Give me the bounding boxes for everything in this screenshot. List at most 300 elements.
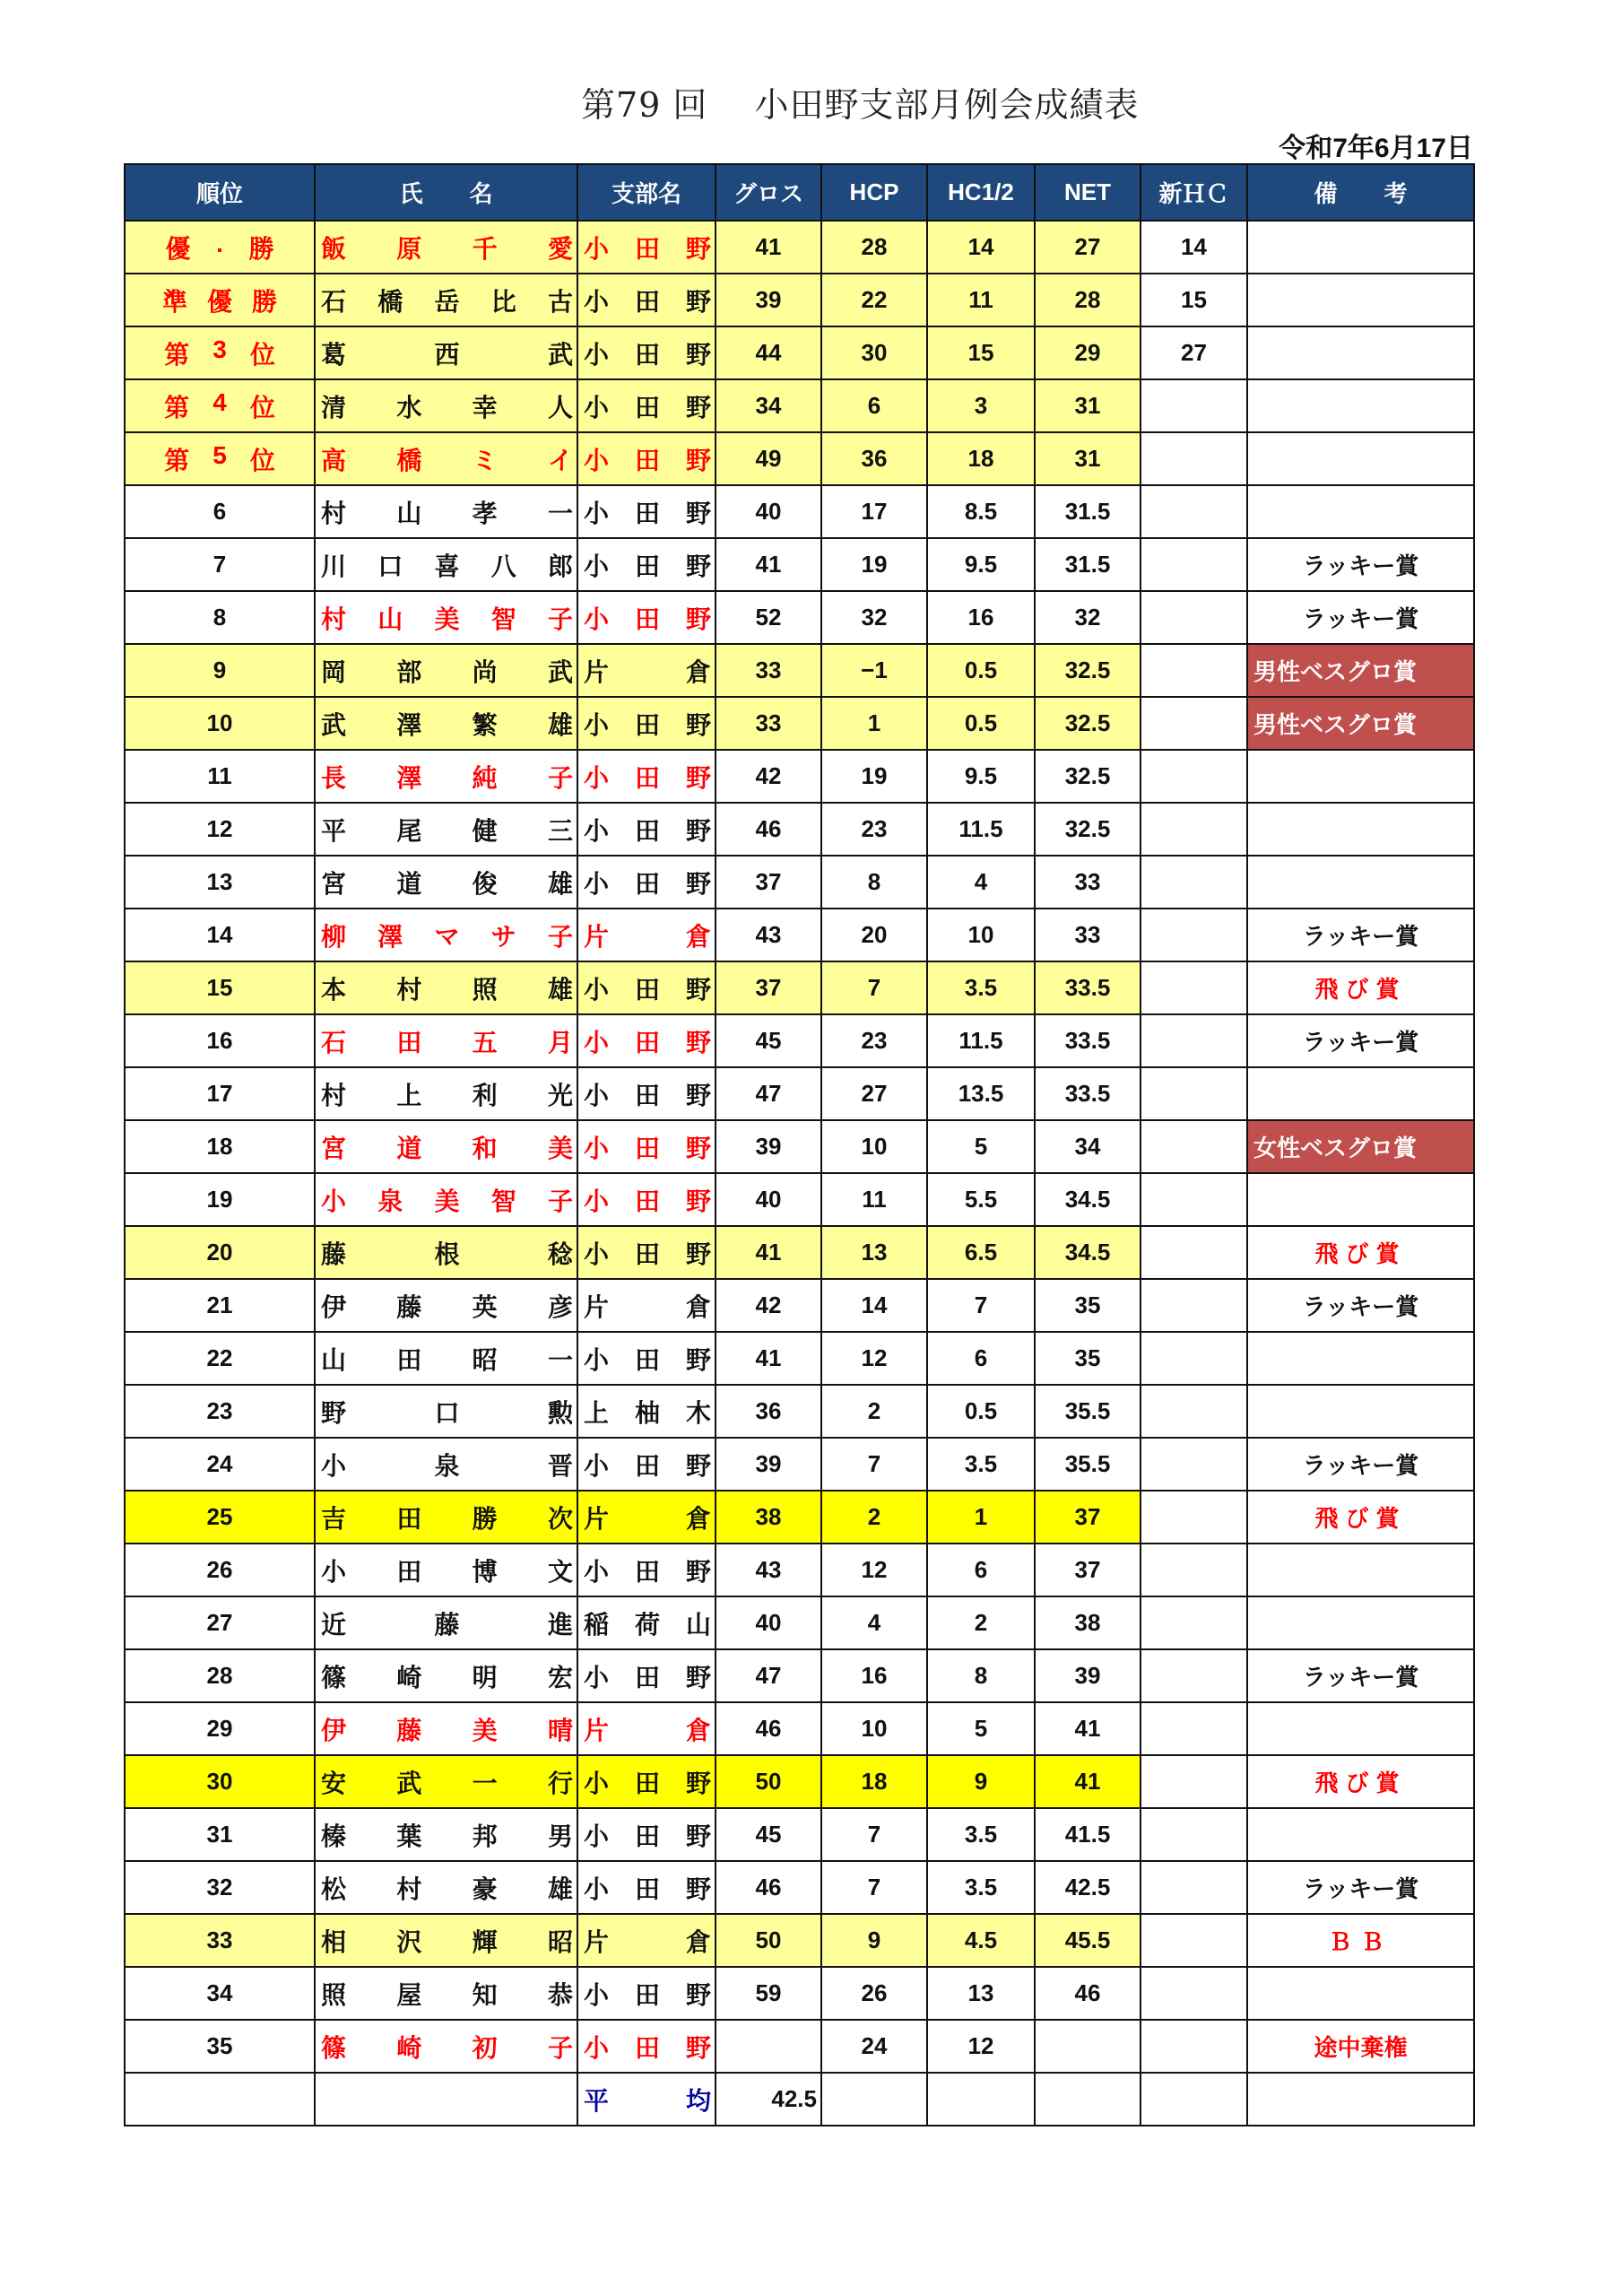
char: 倉 <box>685 1716 711 1744</box>
player-name <box>315 1808 577 1861</box>
new-handicap <box>1141 1755 1247 1808</box>
player-name <box>315 1596 577 1649</box>
spread-text <box>316 706 577 742</box>
remarks <box>1247 1702 1474 1755</box>
table-row <box>125 326 1474 379</box>
net-score: 34.5 <box>1035 1226 1141 1279</box>
spread-text <box>316 1500 577 1535</box>
char: 美 <box>547 1134 573 1162</box>
half-handicap: 9 <box>927 1755 1035 1808</box>
char: 松 <box>321 1874 347 1903</box>
remarks <box>1247 221 1474 274</box>
spread-text <box>316 494 577 530</box>
branch-name <box>577 1491 716 1544</box>
branch-name <box>577 1438 716 1491</box>
new-handicap: 14 <box>1141 221 1247 274</box>
char: 準 <box>161 287 187 316</box>
player-name <box>315 1173 577 1226</box>
new-handicap <box>1141 1279 1247 1332</box>
char: 清 <box>321 393 347 422</box>
half-handicap: 9.5 <box>927 750 1035 803</box>
rank-cell: 10 <box>125 697 315 750</box>
remarks <box>1247 432 1474 485</box>
char: 野 <box>685 1874 711 1903</box>
half-handicap: 8.5 <box>927 485 1035 538</box>
char: 小 <box>584 1769 610 1797</box>
handicap: −1 <box>821 644 927 697</box>
char: 野 <box>685 287 711 316</box>
half-handicap: 12 <box>927 2020 1035 2073</box>
char: 片 <box>584 922 610 951</box>
char: 野 <box>685 869 711 898</box>
net-score: 32.5 <box>1035 697 1141 750</box>
rank-cell: 16 <box>125 1014 315 1067</box>
table-row <box>125 1173 1474 1226</box>
net-score: 35 <box>1035 1332 1141 1385</box>
char: 田 <box>634 1557 660 1586</box>
spread-text <box>578 1182 715 1218</box>
char: 小 <box>584 1663 610 1692</box>
branch-name <box>577 1755 716 1808</box>
spread-text <box>578 653 715 689</box>
char: 田 <box>634 552 660 580</box>
handicap: 17 <box>821 485 927 538</box>
player-name <box>315 1279 577 1332</box>
char: 山 <box>321 1345 347 1374</box>
handicap: 13 <box>821 1226 927 1279</box>
handicap: 16 <box>821 1649 927 1702</box>
net-score: 33.5 <box>1035 961 1141 1014</box>
branch-name <box>577 909 716 961</box>
char: 野 <box>685 710 711 739</box>
empty-cell <box>821 2073 927 2126</box>
char: 愛 <box>547 234 573 263</box>
char: 吉 <box>321 1504 347 1533</box>
char: 小 <box>584 1081 610 1109</box>
gross-score: 42 <box>716 750 821 803</box>
char: 豪 <box>472 1874 498 1903</box>
rank-cell: 34 <box>125 1967 315 2020</box>
char: 古 <box>547 287 573 316</box>
spread-text <box>578 1076 715 1112</box>
char: 恭 <box>547 1980 573 2009</box>
char: 泉 <box>434 1451 460 1480</box>
half-handicap: 5.5 <box>927 1173 1035 1226</box>
spread-text <box>578 970 715 1006</box>
char: 橋 <box>396 446 422 474</box>
gross-score: 45 <box>716 1808 821 1861</box>
half-handicap: 9.5 <box>927 538 1035 591</box>
gross-score: 41 <box>716 221 821 274</box>
gross-score: 34 <box>716 379 821 432</box>
half-handicap: 16 <box>927 591 1035 644</box>
spread-text <box>578 759 715 795</box>
spread-text <box>578 600 715 636</box>
char: 野 <box>685 446 711 474</box>
char: . <box>216 229 223 257</box>
net-score: 31 <box>1035 379 1141 432</box>
gross-score: 59 <box>716 1967 821 2020</box>
header-gross: グロス <box>716 164 821 221</box>
branch-name <box>577 274 716 326</box>
new-handicap <box>1141 1173 1247 1226</box>
char: 利 <box>472 1081 498 1109</box>
char: 第 <box>164 446 190 474</box>
char: 本 <box>321 975 347 1004</box>
handicap: 23 <box>821 803 927 856</box>
char: 田 <box>634 1028 660 1057</box>
gross-score: 47 <box>716 1067 821 1120</box>
table-row <box>125 1014 1474 1067</box>
char: 伊 <box>321 1292 347 1321</box>
header-hcp: HCP <box>821 164 927 221</box>
remarks <box>1247 274 1474 326</box>
handicap: 7 <box>821 1808 927 1861</box>
spread-text <box>578 494 715 530</box>
char: 野 <box>685 1239 711 1268</box>
rank-cell: 22 <box>125 1332 315 1385</box>
char: 野 <box>685 1187 711 1215</box>
handicap: 7 <box>821 1861 927 1914</box>
char: 山 <box>377 604 403 633</box>
rank-cell: 21 <box>125 1279 315 1332</box>
char: 行 <box>547 1769 573 1797</box>
rank-cell <box>125 432 315 485</box>
spread-text <box>578 230 715 265</box>
rank-text <box>126 388 314 424</box>
rank-cell: 35 <box>125 2020 315 2073</box>
char: 野 <box>685 1451 711 1480</box>
table-row <box>125 1755 1474 1808</box>
half-handicap: 3.5 <box>927 961 1035 1014</box>
char: 5 <box>213 440 227 469</box>
char: 田 <box>634 1663 660 1692</box>
char: 野 <box>685 1663 711 1692</box>
net-score: 31 <box>1035 432 1141 485</box>
char: 山 <box>685 1610 711 1639</box>
new-handicap <box>1141 1067 1247 1120</box>
char: 照 <box>321 1980 347 2009</box>
spread-text <box>316 1129 577 1165</box>
half-handicap: 11.5 <box>927 803 1035 856</box>
char: 野 <box>685 2033 711 2062</box>
handicap: 12 <box>821 1544 927 1596</box>
char: ミ <box>472 446 498 474</box>
spread-text <box>578 812 715 848</box>
half-handicap: 1 <box>927 1491 1035 1544</box>
half-handicap: 4.5 <box>927 1914 1035 1967</box>
half-handicap: 2 <box>927 1596 1035 1649</box>
remarks: 飛び賞 <box>1247 961 1474 1014</box>
net-score: 38 <box>1035 1596 1141 1649</box>
char: 篠 <box>321 2033 347 2062</box>
char: 柳 <box>321 922 347 951</box>
char: 野 <box>685 234 711 263</box>
net-score: 29 <box>1035 326 1141 379</box>
spread-text <box>578 1235 715 1271</box>
net-score: 32.5 <box>1035 644 1141 697</box>
handicap: 20 <box>821 909 927 961</box>
char: 宏 <box>547 1663 573 1692</box>
char: 子 <box>547 922 573 951</box>
char: 小 <box>584 499 610 527</box>
char: 藤 <box>434 1610 460 1639</box>
half-handicap: 11.5 <box>927 1014 1035 1067</box>
table-row <box>125 803 1474 856</box>
spread-text <box>316 759 577 795</box>
char: 喜 <box>434 552 460 580</box>
new-handicap: 15 <box>1141 274 1247 326</box>
char: 長 <box>321 763 347 792</box>
half-handicap: 5 <box>927 1120 1035 1173</box>
rank-cell: 19 <box>125 1173 315 1226</box>
char: 邦 <box>472 1822 498 1850</box>
branch-name <box>577 1861 716 1914</box>
branch-name <box>577 1967 716 2020</box>
rank-cell <box>125 274 315 326</box>
handicap: 32 <box>821 591 927 644</box>
spread-text <box>578 1764 715 1800</box>
char: 野 <box>685 1028 711 1057</box>
table-row <box>125 1120 1474 1173</box>
new-handicap <box>1141 1808 1247 1861</box>
branch-name <box>577 1226 716 1279</box>
new-handicap <box>1141 1385 1247 1438</box>
spread-text <box>316 1711 577 1747</box>
char: 木 <box>685 1398 711 1427</box>
average-row <box>125 2073 1474 2126</box>
average-label <box>577 2073 716 2126</box>
half-handicap: 3 <box>927 379 1035 432</box>
branch-name <box>577 538 716 591</box>
char: 和 <box>472 1134 498 1162</box>
spread-text <box>316 1605 577 1641</box>
char: 上 <box>396 1081 422 1109</box>
handicap: 22 <box>821 274 927 326</box>
char: 村 <box>321 499 347 527</box>
gross-score: 52 <box>716 591 821 644</box>
char: 幸 <box>472 393 498 422</box>
char: 田 <box>634 1345 660 1374</box>
gross-score: 42 <box>716 1279 821 1332</box>
handicap: 36 <box>821 432 927 485</box>
net-score: 37 <box>1035 1544 1141 1596</box>
empty-cell <box>125 2073 315 2126</box>
half-handicap: 4 <box>927 856 1035 909</box>
char: 昭 <box>472 1345 498 1374</box>
char: 田 <box>634 1451 660 1480</box>
remarks <box>1247 1173 1474 1226</box>
remarks: ラッキー賞 <box>1247 591 1474 644</box>
spread-text <box>316 812 577 848</box>
char: 根 <box>434 1239 460 1268</box>
char: 口 <box>377 552 403 580</box>
char: 小 <box>584 975 610 1004</box>
empty-cell <box>1247 2073 1474 2126</box>
rank-cell: 7 <box>125 538 315 591</box>
player-name <box>315 326 577 379</box>
char: 子 <box>547 604 573 633</box>
char: 村 <box>396 1874 422 1903</box>
handicap: 19 <box>821 538 927 591</box>
new-handicap <box>1141 538 1247 591</box>
char: 雄 <box>547 710 573 739</box>
remarks: 飛び賞 <box>1247 1226 1474 1279</box>
new-handicap: 27 <box>1141 326 1247 379</box>
rank-cell: 29 <box>125 1702 315 1755</box>
char: 道 <box>396 869 422 898</box>
char: 片 <box>584 1716 610 1744</box>
new-handicap <box>1141 1491 1247 1544</box>
player-name <box>315 485 577 538</box>
half-handicap: 3.5 <box>927 1438 1035 1491</box>
spread-text <box>578 865 715 900</box>
char: 均 <box>685 2086 711 2115</box>
remarks: ラッキー賞 <box>1247 1649 1474 1702</box>
remarks <box>1247 1332 1474 1385</box>
char: 一 <box>547 1345 573 1374</box>
char: 宮 <box>321 1134 347 1162</box>
spread-text <box>316 1658 577 1694</box>
gross-score: 43 <box>716 1544 821 1596</box>
char: 彦 <box>547 1292 573 1321</box>
char: 位 <box>249 340 275 369</box>
char: 倉 <box>685 1927 711 1956</box>
char: 千 <box>472 234 498 263</box>
gross-score: 46 <box>716 1861 821 1914</box>
char: 子 <box>547 2033 573 2062</box>
rank-cell: 30 <box>125 1755 315 1808</box>
branch-name <box>577 1596 716 1649</box>
char: 田 <box>634 710 660 739</box>
char: 岡 <box>321 657 347 686</box>
half-handicap: 18 <box>927 432 1035 485</box>
branch-name <box>577 1544 716 1596</box>
spread-text <box>578 1817 715 1853</box>
char: 尚 <box>472 657 498 686</box>
char: 野 <box>685 393 711 422</box>
char: 郎 <box>547 552 573 580</box>
empty-cell <box>1141 2073 1247 2126</box>
half-handicap: 14 <box>927 221 1035 274</box>
half-handicap: 0.5 <box>927 697 1035 750</box>
spread-text <box>316 1341 577 1377</box>
half-handicap: 13 <box>927 1967 1035 2020</box>
char: 勝 <box>251 287 277 316</box>
spread-text <box>578 1447 715 1483</box>
net-score: 41 <box>1035 1755 1141 1808</box>
spread-text <box>316 1076 577 1112</box>
spread-text <box>578 1976 715 2012</box>
branch-name <box>577 856 716 909</box>
remarks <box>1247 856 1474 909</box>
char: 澤 <box>396 763 422 792</box>
char: 子 <box>547 763 573 792</box>
table-row <box>125 591 1474 644</box>
char: 平 <box>321 816 347 845</box>
half-handicap: 8 <box>927 1649 1035 1702</box>
spread-text <box>578 441 715 477</box>
player-name <box>315 1755 577 1808</box>
player-name <box>315 856 577 909</box>
spread-text <box>578 706 715 742</box>
spread-text <box>316 918 577 953</box>
spread-text <box>316 2029 577 2065</box>
char: 田 <box>634 869 660 898</box>
char: 武 <box>547 340 573 369</box>
char: 野 <box>685 604 711 633</box>
net-score: 33.5 <box>1035 1014 1141 1067</box>
char: 美 <box>434 604 460 633</box>
net-score: 45.5 <box>1035 1914 1141 1967</box>
player-name <box>315 274 577 326</box>
remarks: 男性ベスグロ賞 <box>1247 697 1474 750</box>
new-handicap <box>1141 1914 1247 1967</box>
char: 小 <box>584 1557 610 1586</box>
gross-score: 36 <box>716 1385 821 1438</box>
rank-cell: 9 <box>125 644 315 697</box>
char: 小 <box>321 1451 347 1480</box>
gross-score: 41 <box>716 1332 821 1385</box>
char: 智 <box>490 604 516 633</box>
char: 男 <box>547 1822 573 1850</box>
char: 田 <box>634 2033 660 2062</box>
remarks <box>1247 1596 1474 1649</box>
new-handicap <box>1141 1332 1247 1385</box>
char: 荷 <box>634 1610 660 1639</box>
table-row <box>125 538 1474 591</box>
rank-cell: 14 <box>125 909 315 961</box>
new-handicap <box>1141 1438 1247 1491</box>
spread-text <box>578 335 715 371</box>
half-handicap: 7 <box>927 1279 1035 1332</box>
header-name: 氏 名 <box>315 164 577 221</box>
handicap: 10 <box>821 1702 927 1755</box>
char: 倉 <box>685 657 711 686</box>
spread-text <box>316 865 577 900</box>
spread-text <box>316 1182 577 1218</box>
char: 小 <box>584 816 610 845</box>
spread-text <box>316 441 577 477</box>
char: 優 <box>165 234 191 263</box>
branch-name <box>577 1279 716 1332</box>
char: 野 <box>685 552 711 580</box>
net-score <box>1035 2020 1141 2073</box>
player-name <box>315 1491 577 1544</box>
char: サ <box>490 922 516 951</box>
results-body <box>125 221 1474 2126</box>
gross-score: 40 <box>716 1596 821 1649</box>
char: 田 <box>396 1504 422 1533</box>
char: 進 <box>547 1610 573 1639</box>
handicap: 2 <box>821 1385 927 1438</box>
char: 近 <box>321 1610 347 1639</box>
header-rank: 順位 <box>125 164 315 221</box>
char: 繁 <box>472 710 498 739</box>
net-score: 41 <box>1035 1702 1141 1755</box>
page-title: 第79 回 小田野支部月例会成績表 <box>581 85 1140 125</box>
char: 崎 <box>396 1663 422 1692</box>
net-score: 35 <box>1035 1279 1141 1332</box>
gross-score: 44 <box>716 326 821 379</box>
half-handicap: 5 <box>927 1702 1035 1755</box>
player-name <box>315 1861 577 1914</box>
spread-text <box>316 1235 577 1271</box>
spread-text <box>578 1923 715 1959</box>
char: 葉 <box>396 1822 422 1850</box>
rank-cell <box>125 326 315 379</box>
rank-cell: 23 <box>125 1385 315 1438</box>
